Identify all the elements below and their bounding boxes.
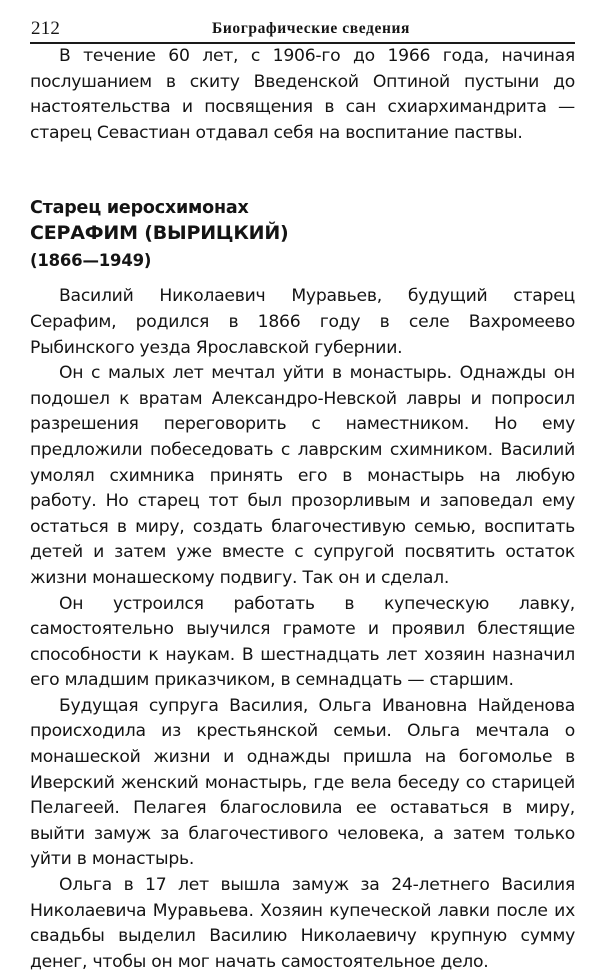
body-paragraph: Ольга в 17 лет вышла замуж за 24-летнего Василия Николаевича Муравьева. Хозяин купеческой лавки после их свадьбы выделил Василию Николаевичу крупную сумму денег, чтобы он мог начать самостоятельное дело.	[30, 875, 575, 972]
section-subtitle: Старец иеросхимонах	[30, 198, 249, 219]
book-page	[30, 14, 575, 975]
section-years: (1866—1949)	[30, 251, 152, 271]
body-paragraph: Он устроился работать в купеческую лавку, самостоятельно выучился грамоте и проявил блестящие способности к наукам. В шестнадцать лет хозяин назначил его младшим приказчиком, в семнадцать — старшим.	[30, 593, 575, 691]
page-number: 212	[31, 18, 61, 39]
intro-paragraph: В течение 60 лет, с 1906-го до 1966 года, начиная послушанием в скиту Введенской Оптиной пустыни до настоятельства и посвящения в сан схиархимандрита — старец Севастиан отдавал себя на воспитание паствы.	[30, 46, 575, 143]
body-paragraph: Василий Николаевич Муравьев, будущий старец Серафим, родился в 1866 году в селе Вахромеево Рыбинского уезда Ярославской губернии.	[30, 286, 575, 358]
section-heading	[30, 196, 575, 274]
running-header	[30, 14, 575, 44]
running-title: Биографические сведения	[212, 20, 410, 37]
section-name: СЕРАФИМ (ВЫРИЦКИЙ)	[30, 222, 289, 245]
body-paragraph: Он с малых лет мечтал уйти в монастырь. Однажды он подошел к вратам Александро-Невской лавры и попросил разрешения переговорить с наместником. Но ему предложили побеседовать с лаврским схимником. Василий умолял схимника принять его в монастырь на любую работу. Но старец тот был прозорливым и заповедал ему остаться в миру, создать благочестивую семью, воспитать детей и затем уже вместе с супругой посвятить остаток жизни монашескому подвигу. Так он и сделал.	[30, 363, 575, 588]
page-body	[30, 44, 575, 975]
body-paragraph: Будущая супруга Василия, Ольга Ивановна Найденова происходила из крестьянской семьи. Ольга мечтала о монашеской жизни и однажды пришла на богомолье в Иверский женский монастырь, где вела беседу со старицей Пелагеей. Пелагея благословила ее оставаться в миру, выйти замуж за благочестивого человека, а затем только уйти в монастырь.	[30, 695, 575, 870]
